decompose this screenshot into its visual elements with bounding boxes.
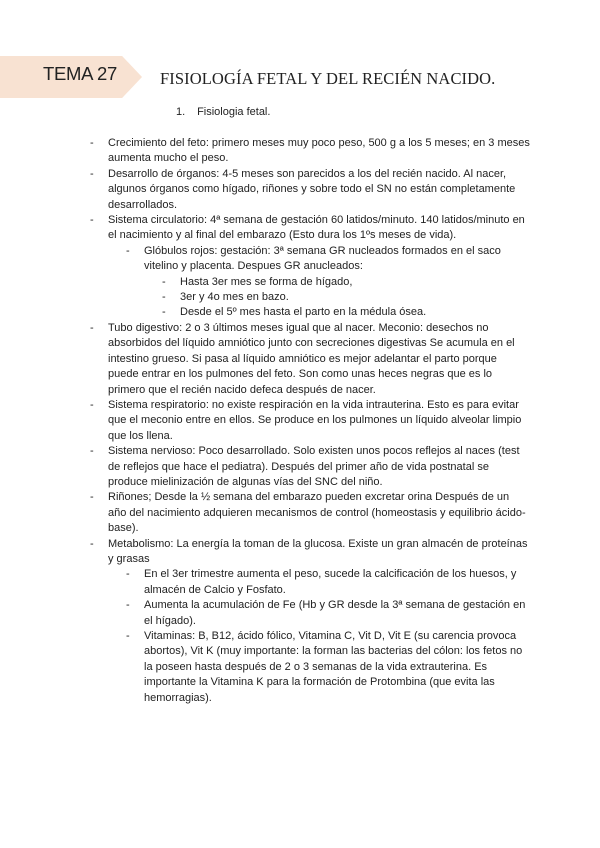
list-item	[90, 213, 530, 321]
list-item	[90, 136, 530, 167]
list-item-text: Hasta 3er mes se forma de hígado,	[180, 275, 353, 288]
bullet-dash: -	[90, 491, 94, 504]
page-title: FISIOLOGÍA FETAL Y DEL RECIÉN NACIDO.	[160, 69, 496, 88]
list-item-text: Sistema respiratorio: no existe respiración en la vida intrauterina. Esto es para evitar que el meconio entre en ellos. Se produce en los pulmones un líquido alveolar limpio que los llena.	[108, 398, 522, 442]
section-heading	[176, 106, 270, 118]
bullet-dash: -	[90, 167, 94, 180]
list-item	[90, 321, 530, 398]
list-item	[90, 537, 530, 706]
list-item	[126, 567, 530, 598]
list-item-text: Riñones; Desde la ½ semana del embarazo pueden excretar orina Después de un año del nacimiento adquieren mecanismos de control (homeostasis y equilibrio ácido-base).	[108, 491, 526, 535]
list-item	[162, 275, 530, 290]
list-item	[162, 305, 530, 320]
list-item	[162, 290, 530, 305]
list-item-text: 3er y 4o mes en bazo.	[180, 291, 289, 304]
bullet-dash: -	[90, 537, 94, 550]
list-item-text: Vitaminas: B, B12, ácido fólico, Vitamina C, Vit D, Vit E (su carencia provoca abortos), Vit K (muy importante: la forman las bacterias del cólon: los fetos no la poseen hasta después de 2 o 3 semanas de la vida extrauterina. Es importante la Vitamina K para la formación de Protombina (que evita las hemorragias).	[144, 630, 523, 704]
list-item-text: Aumenta la acumulación de Fe (Hb y GR desde la 3ª semana de gestación en el hígado).	[144, 599, 526, 627]
list-item-text: En el 3er trimestre aumenta el peso, sucede la calcificación de los huesos, y almacén de Calcio y Fosfato.	[144, 568, 517, 596]
bullet-dash: -	[162, 275, 166, 288]
topic-label: TEMA 27	[43, 63, 117, 84]
bullet-dash: -	[90, 321, 94, 334]
bullet-dash: -	[90, 137, 94, 149]
list-item-text: Metabolismo: La energía la toman de la glucosa. Existe un gran almacén de proteínas y grasas	[108, 537, 528, 565]
list-item	[126, 244, 530, 321]
list-item-text: Desde el 5º mes hasta el parto en la médula ósea.	[180, 306, 427, 319]
list-item-text: Glóbulos rojos: gestación: 3ª semana GR nucleados formados en el saco vitelino y placenta. Despues GR anucleados:	[144, 244, 501, 273]
bullet-dash: -	[126, 599, 130, 612]
bullet-dash: -	[90, 214, 94, 227]
notes-content	[90, 136, 530, 706]
sub-list	[108, 567, 530, 706]
bullet-dash: -	[126, 244, 130, 257]
bullet-dash: -	[126, 630, 130, 642]
list-item	[126, 629, 530, 706]
list-item-text: Desarrollo de órganos: 4-5 meses son parecidos a los del recién nacido. Al nacer, algunos órganos como hígado, riñones y sobre todo el SN no están completamente desarrollados.	[108, 167, 516, 211]
bullet-dash: -	[162, 306, 166, 319]
list-item	[90, 398, 530, 444]
section-title: Fisiologia fetal.	[197, 106, 271, 118]
sub-list	[144, 275, 530, 321]
list-item-text: Crecimiento del feto: primero meses muy poco peso, 500 g a los 5 meses; en 3 meses aumenta mucho el peso.	[108, 137, 530, 165]
list-item	[90, 167, 530, 213]
list-item	[90, 490, 530, 536]
bullet-dash: -	[90, 398, 94, 411]
bullet-dash: -	[162, 291, 166, 304]
bullet-dash: -	[90, 445, 94, 458]
bullet-list	[90, 136, 530, 706]
list-item-text: Sistema nervioso: Poco desarrollado. Solo existen unos pocos reflejos al naces (test de reflejos que hace el pediatra). Después del primer año de vida postnatal se produce mielinización de algunas vías del SNC del niño.	[108, 445, 520, 488]
section-number: 1.	[176, 106, 186, 118]
sub-list	[108, 244, 530, 321]
list-item-text: Tubo digestivo: 2 o 3 últimos meses igual que al nacer. Meconio: desechos no absorbidos del líquido amniótico junto con secreciones digestivas Se acumula en el intestino grueso. Si pasa al líquido amniótico es mejor adelantar el parto porque puede entrar en los pulmones del feto. Son como unas heces negras que es lo primero que el recién nacido defeca después de nacer.	[108, 321, 515, 396]
list-item	[90, 444, 530, 490]
list-item-text: Sistema circulatorio: 4ª semana de gestación 60 latidos/minuto. 140 latidos/minuto en el nacimiento y al final del embarazo (Esto dura los 1ºs meses de vida).	[108, 214, 525, 242]
bullet-dash: -	[126, 568, 130, 581]
list-item	[126, 598, 530, 629]
